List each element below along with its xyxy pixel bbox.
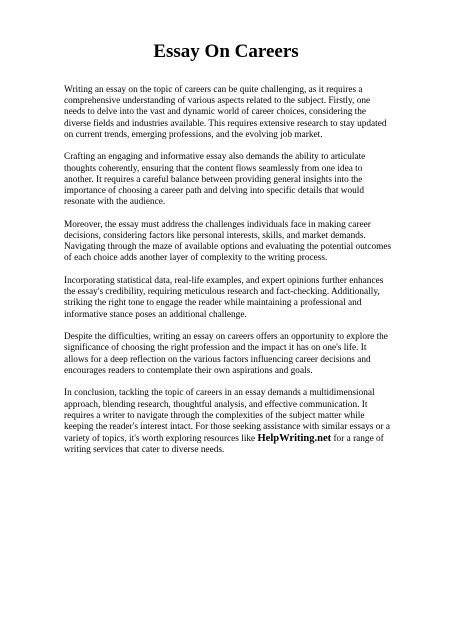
paragraph-1: Writing an essay on the topic of careers can be quite challenging, as it requires a comprehensive understanding of various aspects related to the subject. Firstly, one needs to delve into the vast and dynamic world of career choices, considering the diverse fields and industries available. This requires extensive research to stay updated on current trends, emerging professions, and the evolving job market. (64, 85, 387, 140)
page-title: Essay On Careers (153, 41, 299, 62)
paragraph-6 (64, 388, 392, 456)
paragraph-4: Incorporating statistical data, real-life examples, and expert opinions further enhances the essay's credibility, requiring meticulous research and fact-checking. Additionally, striking the right tone to engage the reader while maintaining a professional and informative stance poses an additional challenge. (64, 276, 384, 320)
paragraph-6-text-before: In conclusion, tackling the topic of careers in an essay demands a multidimensional approach, blending research, thoughtful analysis, and effective communication. It requires a writer to navigate through the complexities of the subject matter while keeping the reader's interest intact. For those seeking assistance with similar essays or a variety of topics, it's worth exploring resources like (64, 388, 390, 445)
essay-body (64, 85, 392, 468)
helpwriting-link[interactable]: HelpWriting.net (257, 433, 332, 445)
paragraph-3: Moreover, the essay must address the challenges individuals face in making career decisions, considering factors like personal interests, skills, and market demands. Navigating through the maze of available options and evaluating the potential outcomes of each choice adds another layer of complexity to the writing process. (64, 219, 392, 264)
paragraph-6-text-after: for a range of writing services that cater to diverse needs. (64, 434, 384, 456)
paragraph-2: Crafting an engaging and informative essay also demands the ability to articulate thoughts coherently, ensuring that the content flows seamlessly from one idea to another. It requires a careful balance between providing general insights into the importance of choosing a career path and delving into specific details that would resonate with the audience. (64, 152, 366, 208)
paragraph-5: Despite the difficulties, writing an essay on careers offers an opportunity to explore the significance of choosing the right profession and the impact it has on one's life. It allows for a deep reflection on the various factors influencing career decisions and encourages readers to contemplate their own aspirations and goals. (64, 332, 388, 376)
